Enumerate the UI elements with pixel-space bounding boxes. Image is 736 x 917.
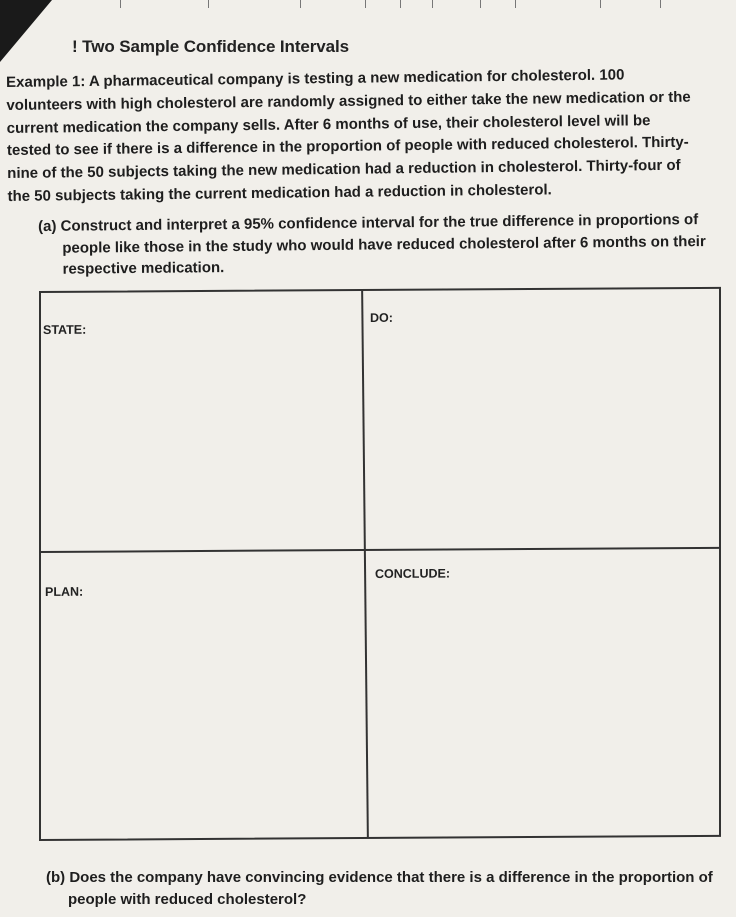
grid-horizontal-divider (41, 547, 719, 553)
plan-label: PLAN: (45, 584, 84, 599)
do-label: DO: (370, 310, 393, 325)
four-step-grid (39, 287, 721, 841)
example-text: A pharmaceutical company is testing a new medication for cholesterol. 100 volunteers with high cholesterol are randomly assigned to either take the new medication or the current medication the company sells. After 6 months of use, their cholesterol level will be tested to see if there is a difference in the proportion of people with reduced cholesterol. Thirty-nine of the 50 subjects taking the new medication had a reduction in cholesterol. Thirty-four of the 50 subjects taking the current medication had a reduction in cholesterol. (6, 66, 691, 205)
question-part-b: (b) Does the company have convincing evidence that there is a difference in the proportion of people with reduced cholesterol? (46, 869, 713, 908)
question-part-a: (a) Construct and interpret a 95% confidence interval for the true difference in proportions of people like those in the study who would have reduced cholesterol after 6 months on their respective medication. (38, 211, 706, 278)
page-corner-shadow (0, 0, 52, 62)
top-edge-marks (60, 0, 736, 10)
grid-vertical-divider (361, 291, 369, 837)
conclude-label: CONCLUDE: (375, 566, 450, 581)
state-label: STATE: (43, 322, 87, 337)
page-title: ! Two Sample Confidence Intervals (72, 37, 349, 56)
example-paragraph (6, 64, 698, 209)
example-label: Example 1: (6, 73, 86, 91)
